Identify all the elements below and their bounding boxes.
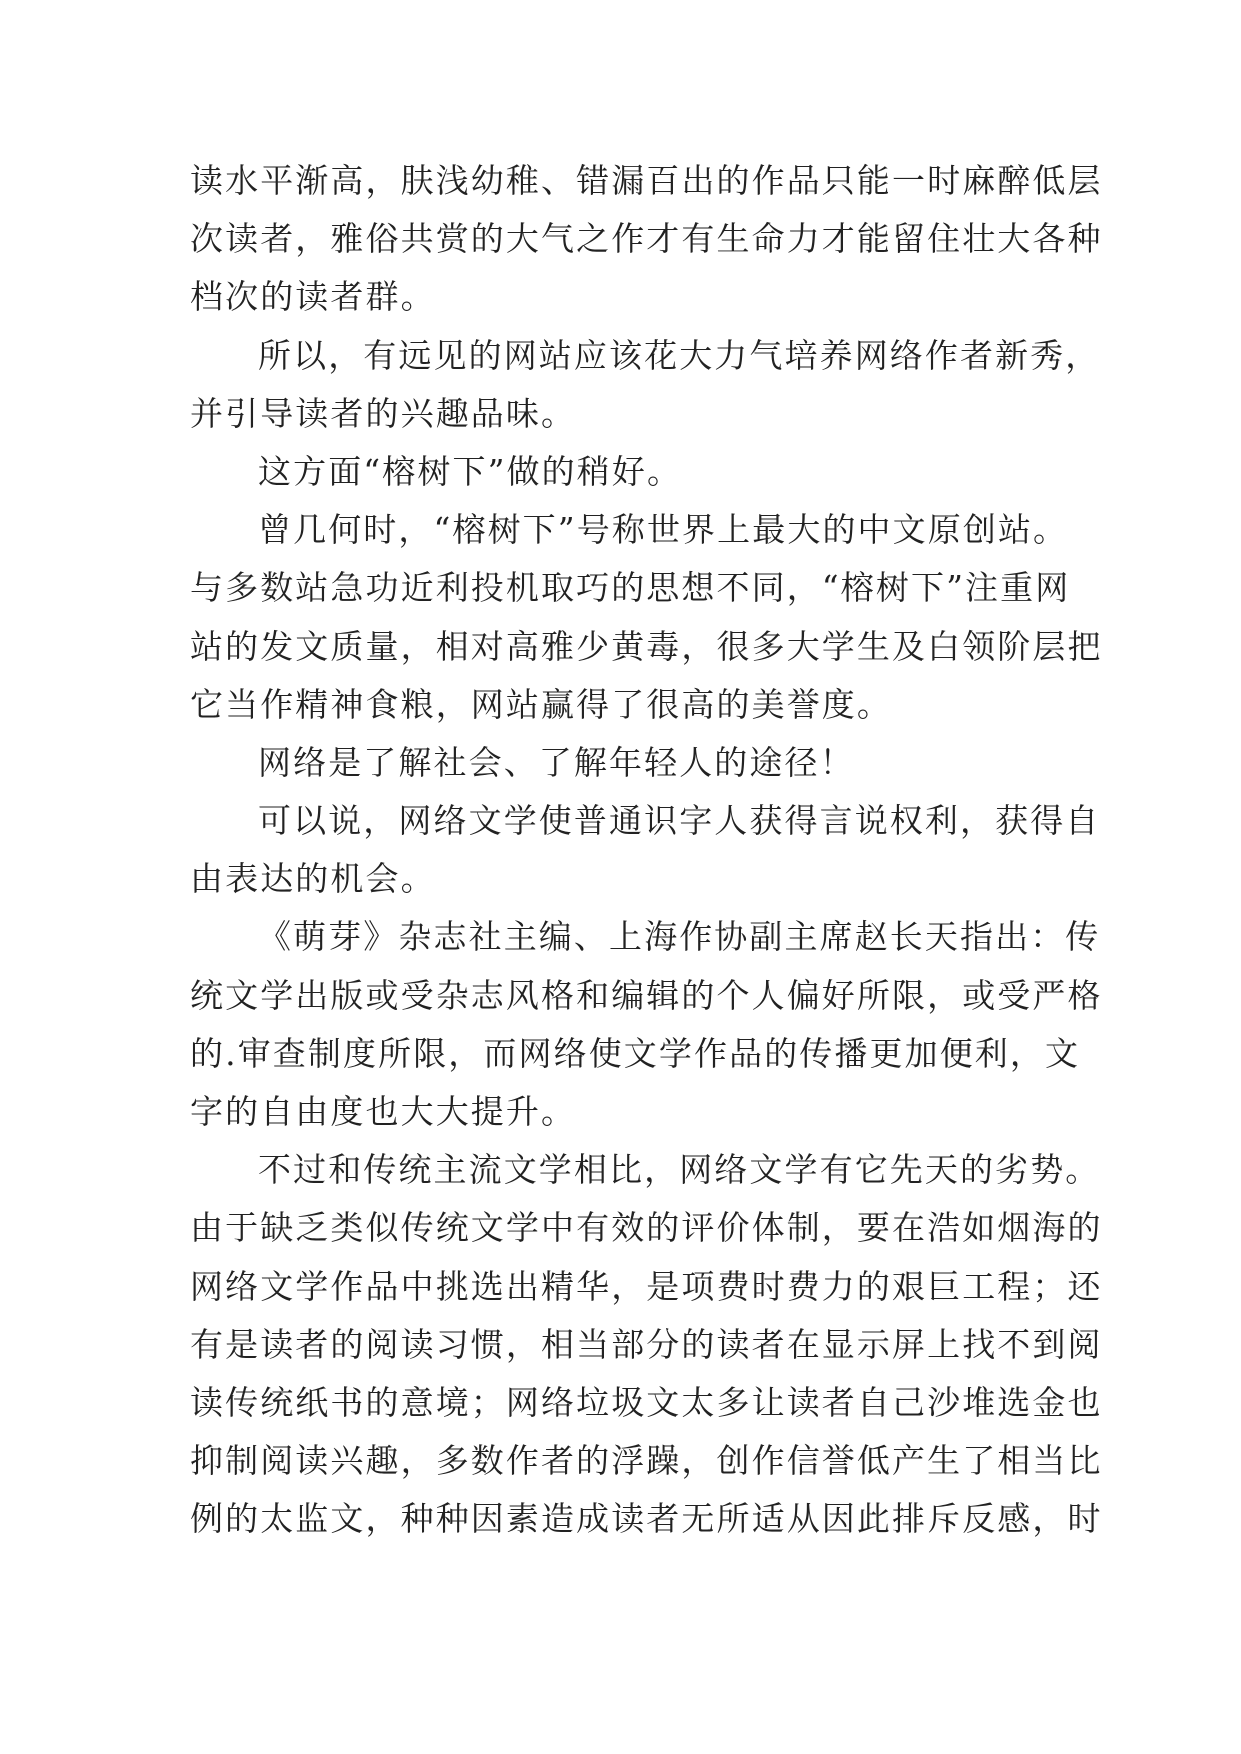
text-line: 抑制阅读兴趣，多数作者的浮躁，创作信誉低产生了相当比 — [190, 1441, 1103, 1481]
text-line: 读传统纸书的意境；网络垃圾文太多让读者自己沙堆选金也 — [190, 1382, 1103, 1422]
body-text — [190, 152, 1103, 1549]
text-line: 并引导读者的兴趣品味。 — [190, 393, 577, 433]
text-line: 网络文学作品中挑选出精华，是项费时费力的艰巨工程；还 — [190, 1266, 1103, 1306]
text-line: 站的发文质量，相对高雅少黄毒，很多大学生及白领阶层把 — [190, 626, 1103, 666]
text-line: 有是读者的阅读习惯，相当部分的读者在显示屏上找不到阅 — [190, 1324, 1103, 1364]
text-line: 档次的读者群。 — [190, 277, 436, 317]
text-line: 与多数站急功近利投机取巧的思想不同，“榕树下”注重网 — [190, 568, 1071, 608]
text-line: 字的自由度也大大提升。 — [190, 1092, 577, 1131]
text-line: 次读者，雅俗共赏的大气之作才有生命力才能留住壮大各种 — [190, 219, 1103, 259]
text-line: 所以，有远见的网站应该花大力气培养网络作者新秀， — [258, 335, 1101, 375]
text-line: 这方面“榕树下”做的稍好。 — [258, 451, 683, 491]
text-line: 由表达的机会。 — [190, 859, 436, 899]
text-line: 读水平渐高，肤浅幼稚、错漏百出的作品只能一时麻醉低层 — [190, 161, 1103, 200]
text-line: 网络是了解社会、了解年轻人的途径！ — [258, 742, 855, 782]
text-line: 统文学出版或受杂志风格和编辑的个人偏好所限，或受严格 — [190, 975, 1103, 1015]
text-line: 曾几何时，“榕树下”号称世界上最大的中文原创站。 — [258, 510, 1069, 550]
text-line: 例的太监文，种种因素造成读者无所适从因此排斥反感，时 — [190, 1499, 1103, 1539]
text-line: 《萌芽》杂志社主编、上海作协副主席赵长天指出：传 — [258, 917, 1101, 957]
text-line: 由于缺乏类似传统文学中有效的评价体制，要在浩如烟海的 — [190, 1208, 1103, 1248]
text-line: 不过和传统主流文学相比，网络文学有它先天的劣势。 — [258, 1150, 1101, 1190]
text-line: 的.审查制度所限，而网络使文学作品的传播更加便利，文 — [190, 1033, 1081, 1073]
text-line: 可以说，网络文学使普通识字人获得言说权利，获得自 — [258, 801, 1101, 841]
text-line: 它当作精神食粮，网站赢得了很高的美誉度。 — [190, 684, 892, 724]
